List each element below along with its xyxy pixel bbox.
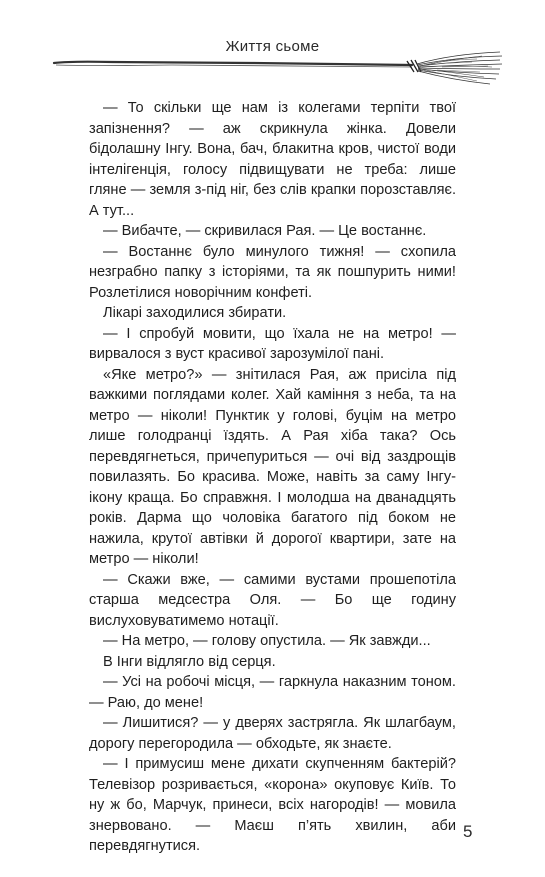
paragraph: — Усі на робочі місця, — гаркнула наказним тоном. — Раю, до мене! — [89, 674, 456, 711]
running-title: Життя сьоме — [225, 38, 320, 55]
broom-icon — [52, 50, 504, 86]
paragraph: Лікарі заходилися збирати. — [103, 305, 287, 321]
body-text — [89, 98, 456, 857]
paragraph: — Лишитися? — у дверях застрягла. Як шлагбаум, дорогу перегородила — обходьте, як знаєте. — [89, 715, 456, 752]
paragraph: — Востаннє було минулого тижня! — схопила незграбно папку з історіями, та як пошпурить ними! Розлетілися новорічним конфеті. — [89, 243, 456, 301]
paragraph: — На метро, — голову опустила. — Як завжди... — [103, 633, 431, 649]
paragraph: — І спробуй мовити, що їхала не на метро! — вирвалося з вуст красивої зарозумілої пані. — [89, 325, 456, 362]
paragraph: — І примусиш мене дихати скупченням бактерій? Телевізор розривається, «корона» окуповує Київ. То ну ж бо, Марчук, принеси, всіх нагородів! — мовила знервовано. — Маєш п’ять хвилин, аби перевдягнутися. — [89, 756, 456, 854]
paragraph: — То скільки ще нам із колегами терпіти твої запізнення? — аж скрикнула жінка. Довели бідолашну Інгу. Вона, бач, блакитна кров, чистої води інтелігенція, голосу підвищувати не треба: лише гляне — земля з-під ніг, без слів крапки порозставляє. А тут... — [89, 100, 456, 219]
page-number: 5 — [463, 822, 473, 841]
paragraph: — Скажи вже, — самими вустами прошепотіла старша медсестра Оля. — Бо ще годину вислуховуватимемо нотації. — [89, 571, 456, 629]
paragraph: — Вибачте, — скривилася Рая. — Це востаннє. — [103, 223, 427, 239]
paragraph: «Яке метро?» — знітилася Рая, аж присіла під важкими поглядами колег. Хай каміння з неба, та на метро — ніколи! Пунктик у голові, буцім на метро лише голодранці їздять. А Рая хіба така? Ось перевдягнеться, причепуриться — очі від заздрощів повилазять. Бо красива. Може, навіть за саму Інгу-ікону краща. Бо справжня. І молодша на дванадцять років. Дарма що чоловіка багатого під боком не нажила, крутої автівки й дорогої квартири, зате на метро — ніколи! — [89, 366, 456, 567]
paragraph: В Інги відлягло від серця. — [103, 653, 276, 670]
